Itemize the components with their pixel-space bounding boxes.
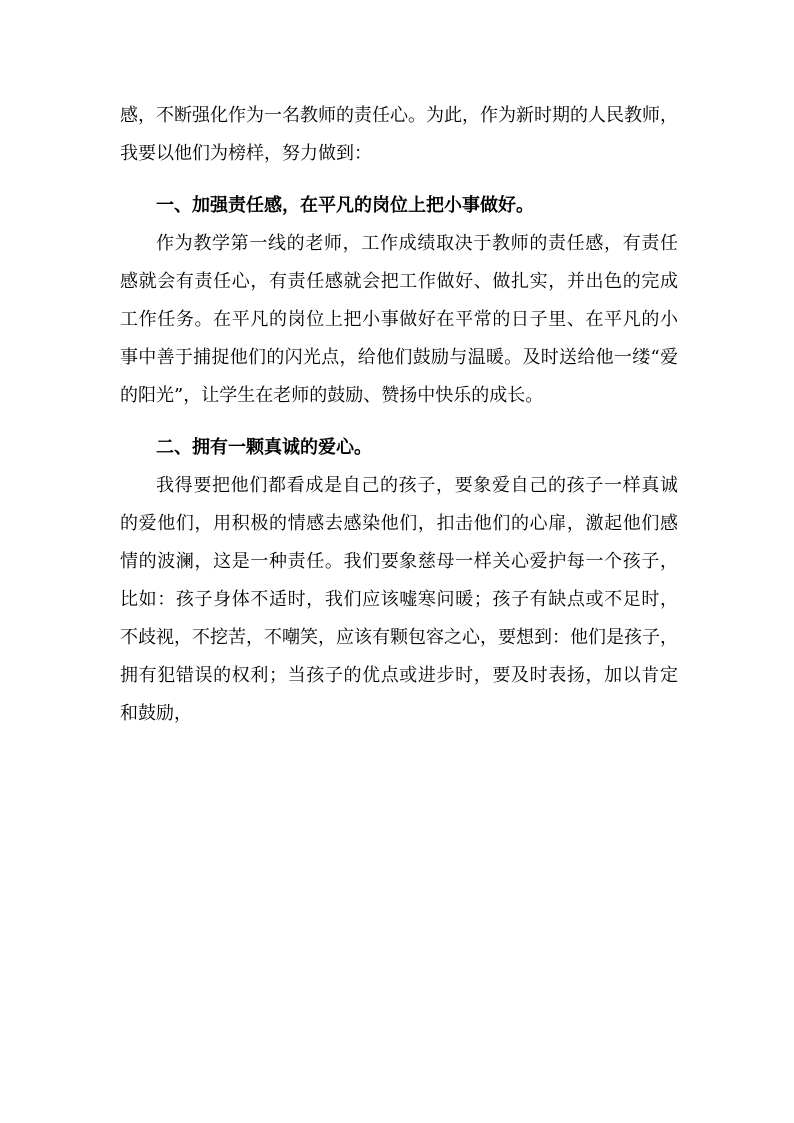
text-line: 不歧视，不挖苦，不嘲笑，应该有颗包容之心，要想到：他们是孩子，: [120, 627, 678, 648]
text-line: 的阳光”，让学生在老师的鼓励、赞扬中快乐的成长。: [120, 385, 544, 406]
document-body: [120, 97, 678, 733]
text-line: 感就会有责任心，有责任感就会把工作做好、做扎实，并出色的完成: [120, 271, 678, 292]
text-line: 和鼓励，: [120, 703, 192, 724]
text-line: 的爱他们，用积极的情感去感染他们，扣击他们的心扉，激起他们感: [120, 513, 678, 534]
section-1-paragraph: [120, 225, 678, 415]
text-line: 我得要把他们都看成是自己的孩子，要象爱自己的孩子一样真诚: [156, 475, 678, 496]
text-line: 我要以他们为榜样，努力做到：: [120, 143, 372, 164]
text-line: 事中善于捕捉他们的闪光点，给他们鼓励与温暖。及时送给他一缕“爱: [120, 347, 678, 368]
paragraph-gap: [120, 415, 678, 429]
section-heading-1: 一、加强责任感，在平凡的岗位上把小事做好。: [156, 195, 534, 216]
section-2-paragraph: [120, 467, 678, 733]
text-line: 工作任务。在平凡的岗位上把小事做好在平常的日子里、在平凡的小: [120, 309, 678, 330]
text-line: 情的波澜，这是一种责任。我们要象慈母一样关心爱护每一个孩子，: [120, 551, 678, 572]
intro-paragraph: [120, 97, 678, 173]
section-heading-2: 二、拥有一颗真诚的爱心。: [156, 437, 372, 458]
text-line: 感，不断强化作为一名教师的责任心。为此，作为新时期的人民教师，: [120, 105, 678, 126]
text-line: 拥有犯错误的权利；当孩子的优点或进步时，要及时表扬，加以肯定: [120, 665, 678, 686]
text-line: 作为教学第一线的老师，工作成绩取决于教师的责任感，有责任: [156, 233, 678, 254]
paragraph-gap: [120, 173, 678, 187]
text-line: 比如：孩子身体不适时，我们应该嘘寒问暖；孩子有缺点或不足时，: [120, 589, 678, 610]
